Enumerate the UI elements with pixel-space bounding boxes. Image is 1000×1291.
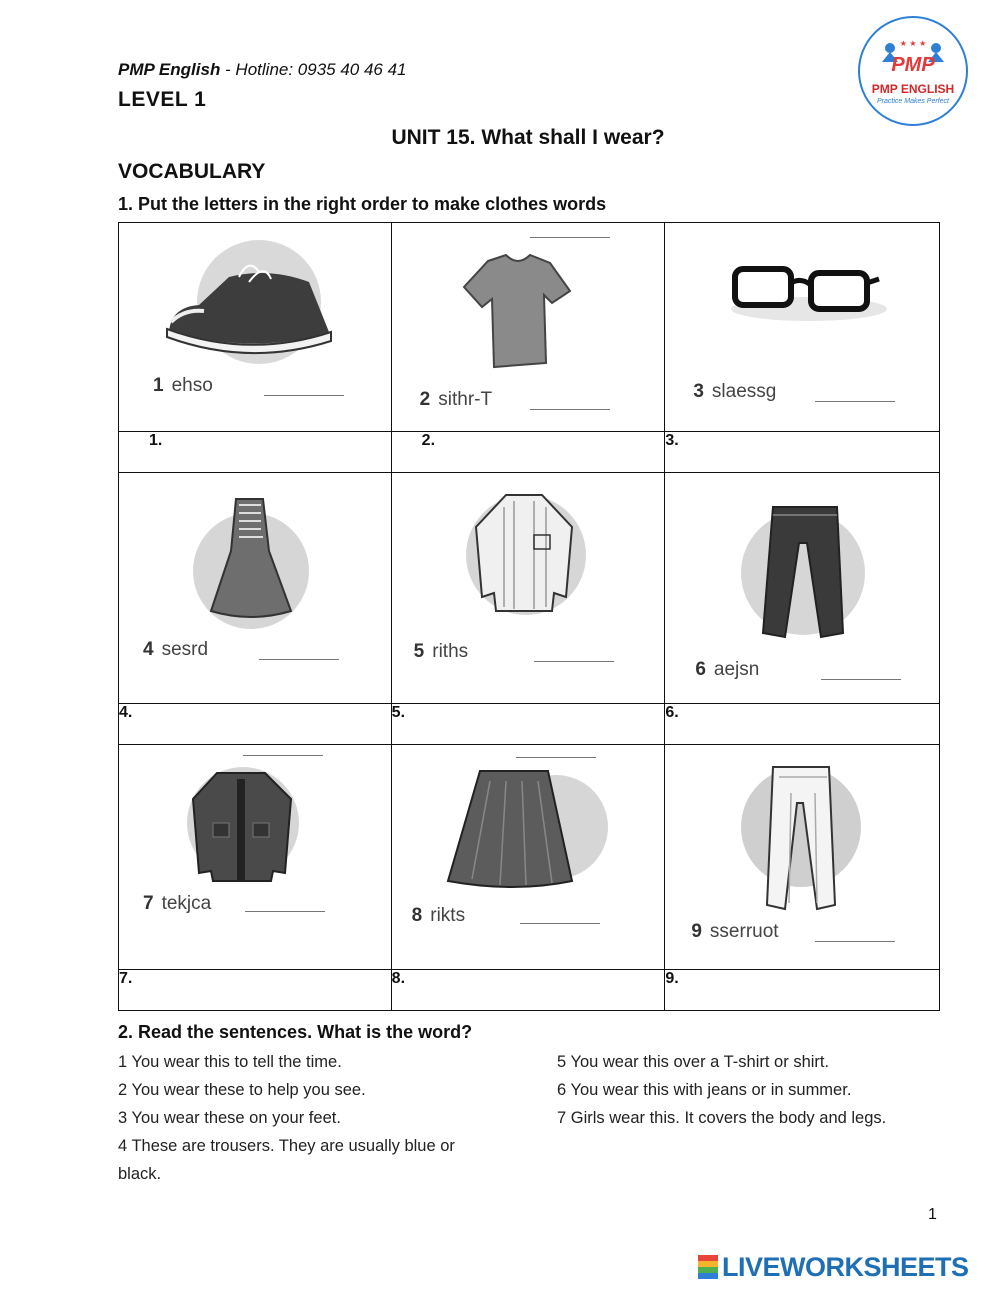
answer-label-2: 2. (391, 432, 665, 473)
picture-cell-7 (119, 745, 392, 970)
liveworksheets-watermark: LIVEWORKSHEETS (698, 1252, 969, 1283)
picture-cell-2 (391, 223, 665, 432)
picture-cell-9 (665, 745, 940, 970)
answer-label-8: 8. (391, 970, 665, 1011)
scrambled-word-4: 4 sesrd (143, 639, 209, 660)
scrambled-word-2: 2 sithr-T (419, 389, 493, 410)
answer-row-3 (119, 970, 940, 1011)
picture-cell-3 (665, 223, 940, 432)
picture-cell-6 (665, 473, 940, 704)
logo-mark: PMP (891, 54, 935, 76)
logo-tagline: Practice Makes Perfect (877, 98, 949, 105)
picture-cell-8 (391, 745, 665, 970)
answer-label-3: 3. (665, 432, 940, 473)
top-blank-7 (243, 755, 323, 756)
scrambled-word-5: 5 riths (413, 641, 469, 662)
scrambled-word-1: 1 ehso (153, 375, 213, 396)
answer-blank-8 (520, 923, 600, 924)
sentence-4: 4 These are trousers. They are usually blue or black. (118, 1137, 455, 1183)
answer-blank-2 (530, 409, 610, 410)
answer-blank-9 (815, 941, 895, 942)
answer-label-9: 9. (665, 970, 940, 1011)
trousers-icon (731, 763, 871, 913)
logo-name: PMP ENGLISH (871, 82, 955, 96)
sentence-6: 6 You wear this with jeans or in summer. (557, 1081, 852, 1099)
sentence-1: 1 You wear this to tell the time. (118, 1053, 342, 1071)
picture-cell-5 (391, 473, 665, 704)
section-title: VOCABULARY (118, 160, 266, 183)
picture-row-2 (119, 473, 940, 704)
top-blank-2 (530, 237, 610, 238)
picture-row-3 (119, 745, 940, 970)
picture-cell-1 (119, 223, 392, 432)
sentence-2: 2 You wear these to help you see. (118, 1081, 366, 1099)
top-blank-8 (516, 757, 596, 758)
sentence-7: 7 Girls wear this. It covers the body and legs. (557, 1109, 887, 1127)
answer-blank-7 (245, 911, 325, 912)
liveworksheets-logo-icon (698, 1255, 718, 1279)
vocabulary-grid (118, 222, 940, 1011)
svg-text:★ ★ ★: ★ ★ ★ (899, 39, 927, 48)
picture-row-1 (119, 223, 940, 432)
scrambled-word-7: 7 tekjca (143, 893, 212, 914)
answer-blank-4 (259, 659, 339, 660)
answer-blank-5 (534, 661, 614, 662)
answer-label-6: 6. (665, 704, 940, 745)
picture-cell-4 (119, 473, 392, 704)
answer-blank-3 (815, 401, 895, 402)
answer-label-1: 1. (119, 432, 392, 473)
answer-blank-6 (821, 679, 901, 680)
header-hotline (118, 60, 407, 80)
skirt-icon (440, 767, 610, 897)
sentences-right (557, 1048, 977, 1132)
scrambled-word-6: 6 aejsn (695, 659, 760, 680)
sentences-left (118, 1048, 518, 1188)
pmp-logo (858, 16, 968, 126)
dress-icon (181, 491, 321, 631)
answer-label-5: 5. (391, 704, 665, 745)
scrambled-word-9: 9 sserruot (691, 921, 779, 942)
scrambled-word-3: 3 slaessg (693, 381, 777, 402)
brand-name: PMP English (118, 60, 221, 79)
answer-row-1 (119, 432, 940, 473)
unit-title: UNIT 15. What shall I wear? (391, 126, 665, 149)
tshirt-icon (458, 251, 578, 371)
answer-row-2 (119, 704, 940, 745)
hotline: - Hotline: 0935 40 46 41 (220, 60, 407, 79)
glasses-icon (729, 259, 889, 329)
exercise1-instruction: 1. Put the letters in the right order to make clothes words (118, 194, 607, 214)
sentence-3: 3 You wear these on your feet. (118, 1109, 341, 1127)
level-title: LEVEL 1 (118, 88, 207, 111)
jacket-icon (169, 763, 309, 883)
answer-label-7: 7. (119, 970, 392, 1011)
jeans-icon (733, 503, 873, 653)
answer-blank-1 (264, 395, 344, 396)
scrambled-word-8: 8 rikts (411, 905, 466, 926)
answer-label-4: 4. (119, 704, 392, 745)
shirt-icon (454, 487, 594, 617)
sentence-5: 5 You wear this over a T-shirt or shirt. (557, 1053, 830, 1071)
shoe-icon (159, 237, 339, 367)
page-number: 1 (928, 1206, 937, 1223)
exercise2-instruction: 2. Read the sentences. What is the word? (118, 1022, 473, 1042)
